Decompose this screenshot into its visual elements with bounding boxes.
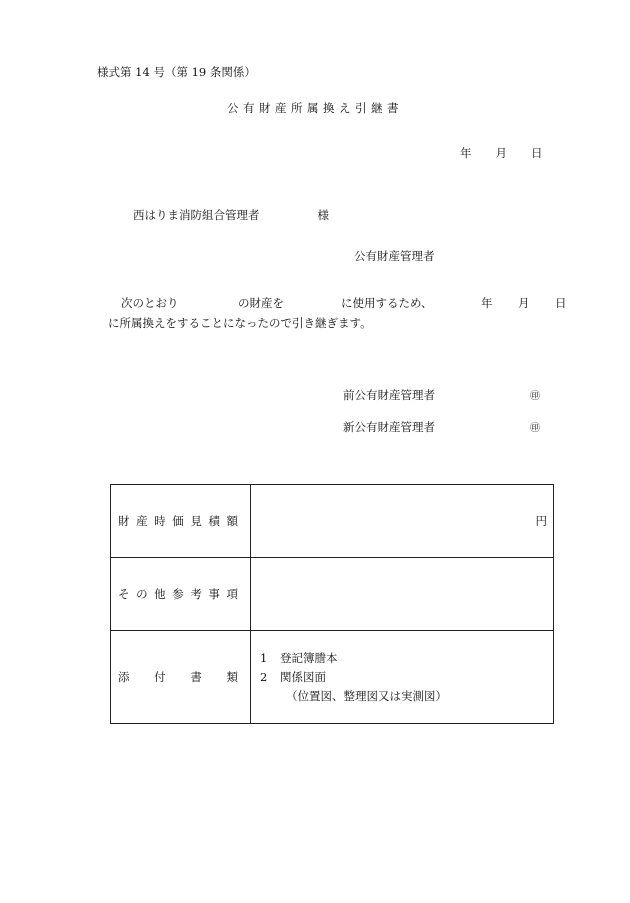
seal-mark: ㊞ (530, 423, 540, 434)
attachments-cell (251, 631, 554, 724)
recipient-name: 西はりま消防組合管理者 (133, 208, 260, 222)
seal-mark: ㊞ (530, 391, 540, 402)
body-month: 月 (518, 296, 530, 310)
previous-manager-label: 前公有財産管理者 (343, 388, 435, 402)
attachment-note: （位置図、整理図又は実測図） (286, 688, 447, 703)
table-row (111, 485, 554, 558)
body-line-2: に所属換えをすることになったので引き継ぎます。 (108, 316, 372, 330)
table-row (111, 558, 554, 631)
list-item: 1 登記簿謄本 (260, 650, 338, 665)
body-part-2: の財産を (238, 296, 284, 310)
date-day: 日 (531, 146, 543, 160)
list-item: 2 関係図面 (260, 669, 326, 684)
sender-title: 公有財産管理者 (354, 249, 435, 263)
estimated-value-label: 財 産 時 価 見 積 額 (111, 485, 251, 558)
other-reference-label: そ の 他 参 考 事 項 (111, 558, 251, 631)
estimated-value-cell (251, 485, 554, 558)
body-day: 日 (555, 296, 567, 310)
date-year: 年 (460, 146, 472, 160)
body-year: 年 (481, 296, 493, 310)
new-manager-signature (343, 422, 540, 434)
yen-unit: 円 (535, 514, 547, 528)
other-reference-cell (251, 558, 554, 631)
date-line (460, 148, 543, 160)
form-number: 様式第 14 号（第 19 条関係） (97, 65, 256, 79)
table-row (111, 631, 554, 724)
recipient-honorific: 様 (317, 208, 329, 222)
body-line-1 (121, 298, 567, 310)
body-part-1: 次のとおり (121, 296, 179, 310)
recipient-line (133, 210, 329, 222)
body-part-3: に使用するため、 (341, 296, 433, 310)
attachments-label: 添 付 書 類 (111, 631, 251, 724)
new-manager-label: 新公有財産管理者 (343, 420, 435, 434)
previous-manager-signature (343, 390, 540, 402)
document-title: 公有財産所属換え引継書 (227, 101, 403, 115)
property-info-table (110, 484, 554, 724)
date-month: 月 (495, 146, 507, 160)
